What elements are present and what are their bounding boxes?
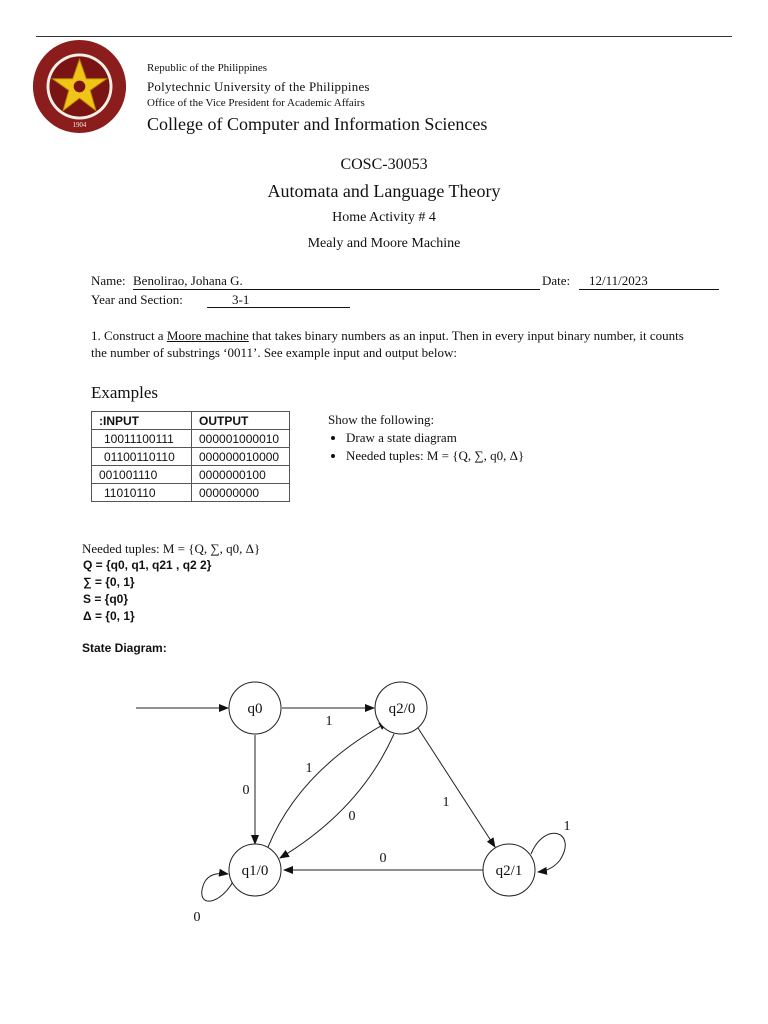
edge-label: 1 (563, 819, 571, 834)
state-label: q2/1 (495, 863, 523, 879)
edge-q10-loop (202, 874, 234, 902)
edge-label: 0 (379, 851, 387, 866)
edge-q20-q21 (418, 728, 495, 847)
edge-q21-loop (531, 833, 565, 872)
course-title: Automata and Language Theory (267, 181, 501, 201)
edge-label: 1 (325, 714, 333, 729)
edge-q20-q10 (280, 734, 394, 858)
list-item: • Draw a state diagram (346, 429, 524, 447)
cell-output: 000001000010 (192, 430, 290, 448)
section-label: Year and Section: (91, 292, 183, 307)
state-diagram-heading: State Diagram: (82, 641, 167, 655)
activity-title: Home Activity # 4 (332, 210, 436, 225)
state-label: q2/0 (388, 701, 416, 717)
column-header-input: :INPUT (92, 412, 192, 430)
cell-input: 01100110110 (92, 448, 192, 466)
name-value: Benolirao, Johana G. (133, 273, 243, 288)
section-value: 3-1 (232, 292, 250, 307)
activity-topic: Mealy and Moore Machine (307, 236, 461, 251)
date-label: Date: (542, 273, 571, 288)
moore-machine-term: Moore machine (166, 328, 249, 343)
date-value: 12/11/2023 (589, 273, 648, 288)
show-following (328, 411, 524, 465)
seal-year: 1904 (72, 122, 87, 130)
show-title: Show the following: (328, 412, 435, 427)
cell-output: 000000000 (192, 484, 290, 502)
top-rule (36, 36, 732, 37)
cell-input: 001001110 (92, 466, 192, 484)
examples-table (91, 411, 290, 502)
cell-input: 11010110 (92, 484, 192, 502)
course-code: COSC-30053 (340, 156, 428, 173)
edge-label: 0 (242, 783, 250, 798)
edge-label: 0 (348, 809, 356, 824)
table-row (92, 430, 290, 448)
problem-text: that takes binary numbers as an input. Then in every input binary number, it counts the number of substrings ‘0011’. See example input and output below: (91, 328, 684, 360)
cell-output: 000000010000 (192, 448, 290, 466)
tuple-q: Q = {q0, q1, q21 , q2 2} (83, 558, 212, 572)
name-label: Name: (91, 273, 126, 288)
office-line: Office of the Vice President for Academic Affairs (147, 97, 365, 109)
college-name: College of Computer and Information Sciences (147, 114, 488, 134)
show-list (328, 429, 524, 465)
cell-input: 10011100111 (92, 430, 192, 448)
university-name: Polytechnic University of the Philippines (147, 79, 370, 94)
column-header-output: OUTPUT (192, 412, 290, 430)
edge-label: 1 (442, 795, 450, 810)
table-row (92, 466, 290, 484)
edge-label: 1 (305, 761, 313, 776)
state-label: q1/0 (241, 863, 269, 879)
tuple-delta: Δ = {0, 1} (83, 609, 135, 623)
edge-q10-q20 (268, 722, 388, 847)
problem-statement (91, 327, 691, 361)
tuple-sigma: ∑ = {0, 1} (83, 575, 135, 589)
state-label: q0 (247, 701, 263, 717)
examples-heading: Examples (91, 383, 159, 402)
table-row (92, 484, 290, 502)
name-field (133, 273, 540, 290)
problem-number: 1. Construct a (91, 328, 167, 343)
list-item: • Needed tuples: M = {Q, ∑, q0, Δ} (346, 447, 524, 465)
table-row (92, 448, 290, 466)
tuples-intro: Needed tuples: M = {Q, ∑, q0, Δ} (82, 541, 261, 556)
table-header-row (92, 412, 290, 430)
university-seal-icon (31, 38, 128, 135)
edge-label: 0 (193, 910, 201, 925)
cell-output: 0000000100 (192, 466, 290, 484)
section-field (207, 292, 350, 308)
tuple-s: S = {q0} (83, 592, 129, 606)
republic-line: Republic of the Philippines (147, 62, 268, 74)
state-diagram (0, 660, 768, 940)
date-field (579, 273, 719, 290)
